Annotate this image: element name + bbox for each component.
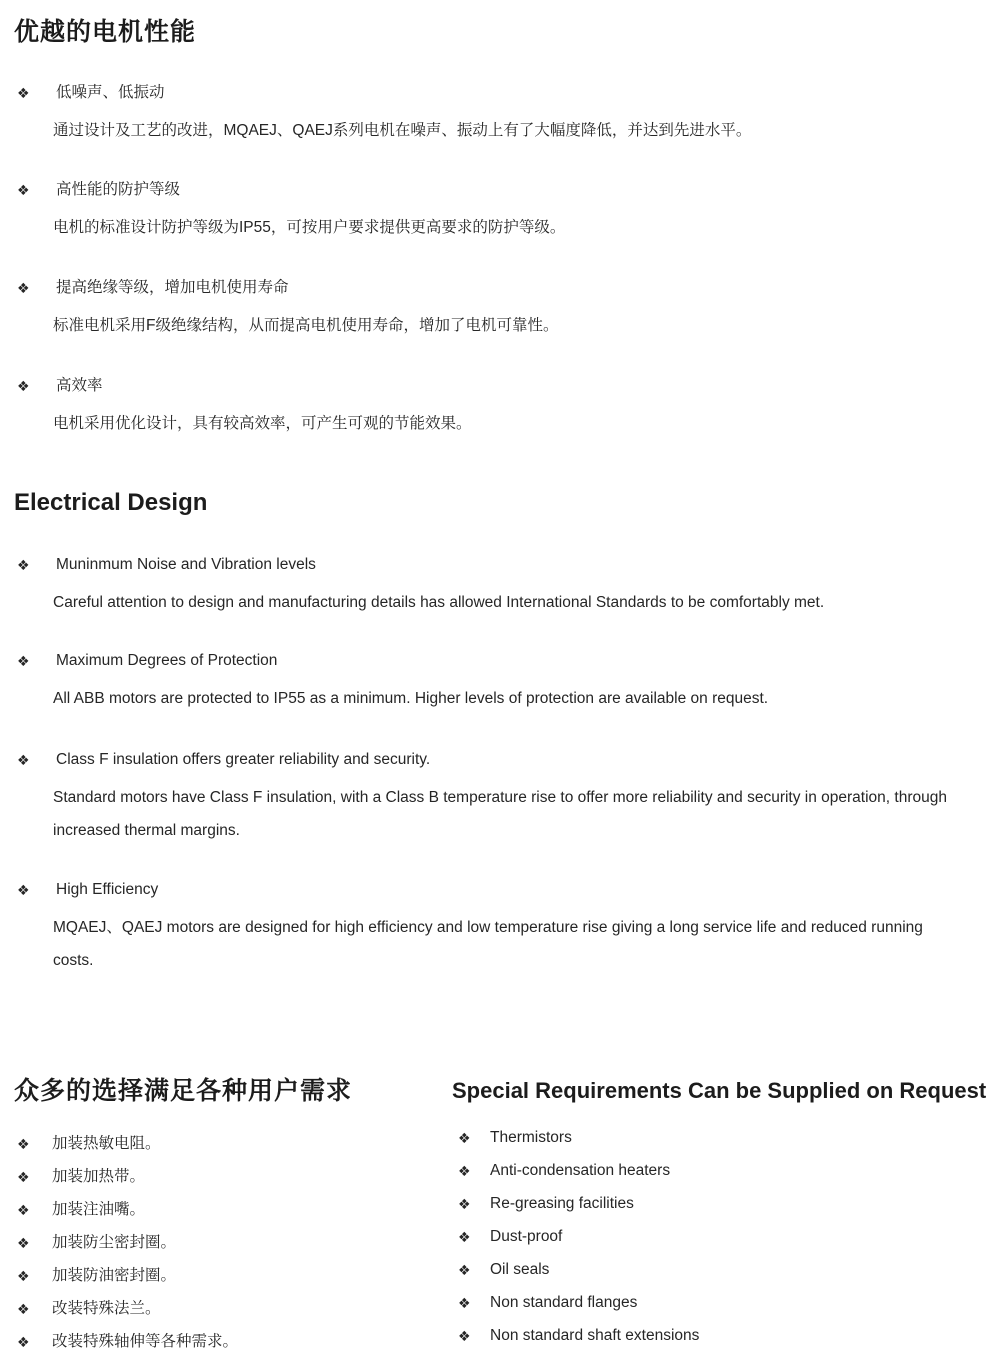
section-title-user-options: 众多的选择满足各种用户需求 — [14, 1077, 353, 1105]
list-item-label: Oil seals — [490, 1261, 550, 1278]
feature-heading: Muninmum Noise and Vibration levels — [56, 556, 316, 573]
feature-body: 标准电机采用F级绝缘结构，从而提高电机使用寿命，增加了电机可靠性。 — [53, 317, 559, 334]
feature-body: 通过设计及工艺的改进，MQAEJ、QAEJ系列电机在噪声、振动上有了大幅度降低，并达到先进水平。 — [53, 122, 752, 139]
diamond-bullet-icon: ❖ — [17, 882, 30, 898]
list-item-label: 加装热敏电阻。 — [52, 1135, 161, 1152]
list-item — [455, 1294, 699, 1312]
feature-body: Careful attention to design and manufacturing details has allowed International Standards to be comfortably met. — [53, 594, 825, 611]
diamond-bullet-icon: ❖ — [17, 653, 30, 669]
list-item — [14, 1267, 238, 1285]
diamond-bullet-icon: ❖ — [17, 1268, 30, 1284]
diamond-bullet-icon: ❖ — [458, 1163, 471, 1179]
list-item — [14, 1168, 238, 1186]
list-item — [14, 1135, 238, 1153]
list-item-label: Thermistors — [490, 1129, 572, 1146]
list-item-label: 加装注油嘴。 — [52, 1201, 146, 1218]
feature-heading: 低噪声、低振动 — [56, 84, 165, 101]
feature-item-class-f — [14, 751, 959, 847]
list-item-label: 改装特殊法兰。 — [52, 1300, 161, 1317]
feature-heading: Class F insulation offers greater reliability and security. — [56, 751, 431, 768]
feature-heading: 高效率 — [56, 377, 103, 394]
list-item — [455, 1129, 699, 1147]
feature-item-high-efficiency-cn — [14, 377, 959, 440]
feature-heading: 高性能的防护等级 — [56, 181, 181, 198]
feature-item-min-noise — [14, 556, 959, 619]
feature-body: 电机的标准设计防护等级为IP55，可按用户要求提供更高要求的防护等级。 — [53, 219, 566, 236]
section-title-motor-performance: 优越的电机性能 — [14, 18, 197, 46]
list-item — [455, 1327, 699, 1345]
diamond-bullet-icon: ❖ — [458, 1262, 471, 1278]
list-item — [14, 1234, 238, 1252]
list-item-label: 加装防尘密封圈。 — [52, 1234, 177, 1251]
diamond-bullet-icon: ❖ — [458, 1229, 471, 1245]
list-item-label: 加装加热带。 — [52, 1168, 146, 1185]
feature-body: All ABB motors are protected to IP55 as a minimum. Higher levels of protection are available on request. — [53, 690, 769, 707]
diamond-bullet-icon: ❖ — [17, 85, 30, 101]
special-requirements-list — [455, 1129, 699, 1360]
feature-item-protection-grade — [14, 181, 959, 244]
list-item-label: 改装特殊轴伸等各种需求。 — [52, 1333, 239, 1350]
diamond-bullet-icon: ❖ — [17, 1169, 30, 1185]
feature-item-insulation — [14, 279, 959, 342]
diamond-bullet-icon: ❖ — [458, 1295, 471, 1311]
list-item — [14, 1201, 238, 1219]
list-item-label: Anti-condensation heaters — [490, 1162, 671, 1179]
diamond-bullet-icon: ❖ — [17, 182, 30, 198]
list-item — [455, 1261, 699, 1279]
diamond-bullet-icon: ❖ — [17, 378, 30, 394]
diamond-bullet-icon: ❖ — [17, 1301, 30, 1317]
list-item-label: 加装防油密封圈。 — [52, 1267, 177, 1284]
feature-item-high-efficiency-en — [14, 881, 959, 977]
diamond-bullet-icon: ❖ — [17, 1136, 30, 1152]
feature-item-max-protection — [14, 652, 959, 715]
list-item — [455, 1228, 699, 1246]
list-item — [14, 1300, 238, 1318]
feature-body: Standard motors have Class F insulation, with a Class B temperature rise to offer more reliability and security in operation, through increased thermal margins. — [53, 789, 947, 839]
feature-heading: 提高绝缘等级，增加电机使用寿命 — [56, 279, 289, 296]
feature-heading: Maximum Degrees of Protection — [56, 652, 278, 669]
feature-heading: High Efficiency — [56, 881, 159, 898]
list-item — [455, 1195, 699, 1213]
diamond-bullet-icon: ❖ — [458, 1196, 471, 1212]
list-item-label: Dust-proof — [490, 1228, 563, 1245]
section-title-special-requirements: Special Requirements Can be Supplied on Request — [452, 1078, 987, 1103]
options-list-cn — [14, 1135, 238, 1366]
diamond-bullet-icon: ❖ — [458, 1328, 471, 1344]
diamond-bullet-icon: ❖ — [17, 1334, 30, 1350]
list-item-label: Re-greasing facilities — [490, 1195, 634, 1212]
diamond-bullet-icon: ❖ — [458, 1130, 471, 1146]
feature-body: MQAEJ、QAEJ motors are designed for high efficiency and low temperature rise giving a long service life and reduced running costs. — [53, 919, 923, 969]
feature-item-low-noise — [14, 84, 959, 147]
list-item — [455, 1162, 699, 1180]
diamond-bullet-icon: ❖ — [17, 1235, 30, 1251]
diamond-bullet-icon: ❖ — [17, 752, 30, 768]
list-item — [14, 1333, 238, 1351]
list-item-label: Non standard flanges — [490, 1294, 638, 1311]
diamond-bullet-icon: ❖ — [17, 280, 30, 296]
diamond-bullet-icon: ❖ — [17, 557, 30, 573]
list-item-label: Non standard shaft extensions — [490, 1327, 700, 1344]
section-title-electrical-design: Electrical Design — [14, 489, 208, 516]
feature-body: 电机采用优化设计，具有较高效率，可产生可观的节能效果。 — [53, 415, 472, 432]
diamond-bullet-icon: ❖ — [17, 1202, 30, 1218]
